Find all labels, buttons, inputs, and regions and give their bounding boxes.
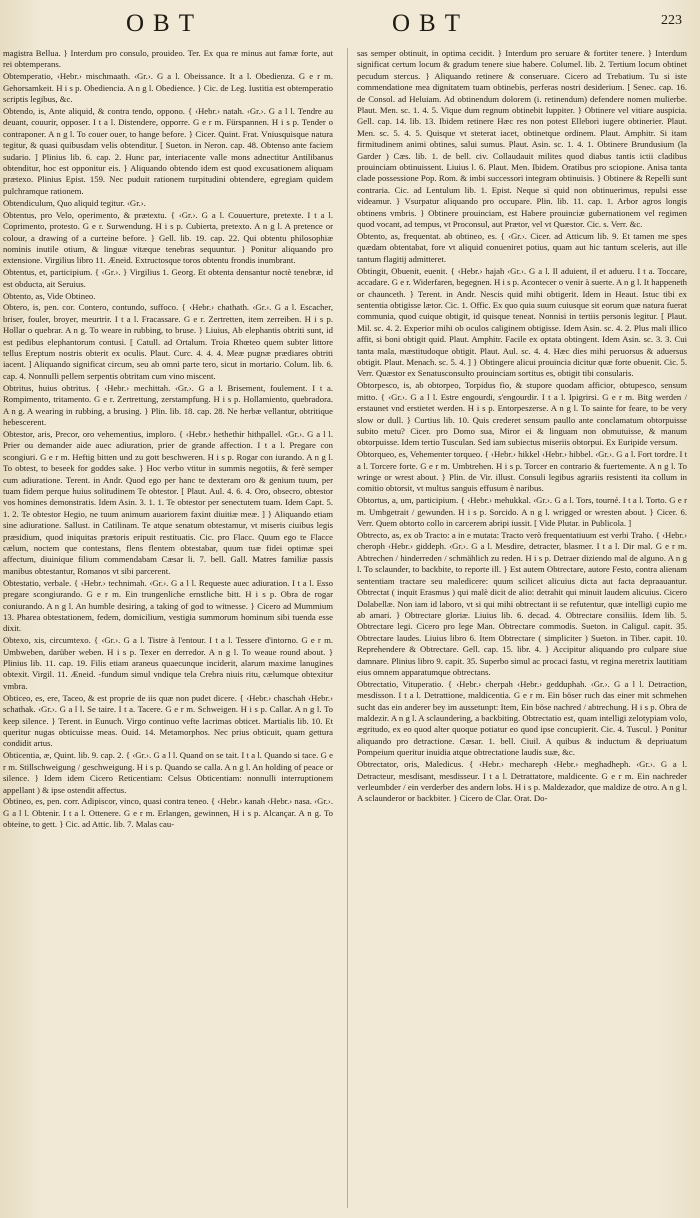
page-number: 223 <box>661 13 682 28</box>
dictionary-entry: Obtingit, Obuenit, euenit. { ‹Hebr.› hajah ‹Gr.›. G a l. Il aduient, il et adueru. I t a. Toccare, accadare. G e r. Widerfaren, begegnen. H i s p. Acontecer o venir à suerte. A n g l. It happeneth or chaunceth. } Terent. in Andr. Nescis quid mihi obtigerit. Idem in Heaut. Istuc tibi ex sententia obtigisse lætor. Cic. 1. Offic. Ex quo quia suum cuiusque sit eorum quæ natura fuerat communia, quod cuique obtigit, id quisque teneat. Nonnisi in tertiis personis legitur. [ Plaut. Mil. sc. 4. 2. Experior mihi ob oculos caliginem obtigisse. Idem Asin. sc. 4. 2. Plus mali illico affit, si boni obtigit quid. Plaut. Amphitr. Facile ex optata obtingent. Idem Asin. sc. 3. 3. Cui tanta mala, mæstitudoque obtigit. Plaut. Aul. sc. 4. 4. Hæc dies mihi peruorsus & aduersus obtigit. Plaut. Menach. sc. 5. 4. ] } Obtingere alicui prouincia dicitur quæ forte obuenit. Cic. 5. Verr. Quæstor ex Senatusconsulto prouinciam sortitus es, obtigit tibi consularis. <box>357 265 687 379</box>
dictionary-entry: sas semper obtinuit, in optima cecidit. } Interdum pro seruare & fortiter tenere. } Interdum significat certum locum & gradum tenere siue habere. Columel. lib. 2. Tertium locum obtinet pecudum stercus. } Aliquando retinere & conseruare. Cicero ad Trebatium. Tu si iste commendatione mea dignitatem tuam obtinebis, perferas nostri desiderium. [ Senec. cap. 16. de Consol. ad Heluiam. Ad obtinendum dolorem (i. retinendum) defendere nomen mulierbe. Plaut. Men. sc. 1. 4. 5. Vique dum regnum obtinebit Iuppiter. } Obtinere vel vitiare auspicia. Gell. cap. 14. lib. 13. Ibidem retinere Hæc res non potest Ellebori iugere obtinerier. Plaut. Men. sc. 5. 4. 5. Quisque vt steterat iacet, obtinetque ordinem. Plaut. Amphitr. Si itam firmitudinem animi obtines, salui sumus. Plaut. Asin. sc. 1. 4. 1. Obtinere Brundusium (la Garder ) Cæs. lib. 1. de bell. civ. Collaudauit milites quod diabus tantis ictii cladibus prouinciam obtinuissent. Liuius l. 6. Plaut. Men. Ibidem. Oratibus pro sciopione. Anisa tanta clade possessione Pop. Rom. & imbi successori integram obtinuisis. } Obtinere & Repelli sunt contraria. Cic. ad Lentulum lib. 1. Epist. Neque si quid non obtinuerimus, repulsi esse videamur. } Vsurpatur aliquando pro occupare. Plin. lib. 11. cap. 1. Arbor agros longis obtinens vmbris. } Obtinere prouinciam, est Habere prouinciæ gubernationem vel regimen quod vocant, ad tempus, vt Proconsul, aut Prætor, vel vt Quæstor. Cic. s. Verr. &c. <box>357 48 687 230</box>
dictionary-entry: Obtemperatio, ‹Hebr.› mischmaath. ‹Gr.›. G a l. Obeissance. It a l. Obedienza. G e r m. Gehorsamkeit. H i s p. Obediencia. A n g l. Obedience. } Cic. de Leg. Iustitia est obtemperatio scriptis legibus, &c. <box>3 71 333 105</box>
dictionary-entry: Obtritus, huius obtritus. { ‹Hebr.› mechittah. ‹Gr.›. G a l. Brisement, foulement. I t a. Rompimento, tritamento. G e r. Zertrettung, zerstampfung. H i s p. Hollamiento, quebradora. A n g. A wearing in rubbing, a brusing. } Plin. lib. 18. cap. 28. Ne herbæ vellantur, obtritique hebescerent. <box>3 382 333 427</box>
dictionary-entry: Obtineo, es, pen. corr. Adipiscor, vinco, quasi contra teneo. { ‹Hebr.› kanah ‹Hebr.› nasa. ‹Gr.›. G a l l. Obtenir. I t a l. Ottenere. G e r m. Erlangen, gewinnen, H i s p. Alcançar. A n g. To obteine, to gett. } Cic. ad Attic. lib. 7. Malas cau- <box>3 796 333 830</box>
dictionary-entry: Obtrecto, as, ex ob Tracto: a in e mutata: Tracto verò frequentatiuum est verbi Traho. { ‹Hebr.› cheroph ‹Hebr.› giddeph. ‹Gr.›. G a l. Mesdire, detracter, blasmer. I t a l. Dir mal. G e r m. Abtrechen / hinderreden / schmählich zu reden. H i s p. Detraer diziendo mal de alguno. A n g l. To sclaunder, to backbite, to reporte ill. } Est autem Obtrectare, autore Festo, contra alienam sententiam tractare seu maledicere: quum scilicet alicuius dicta aut facta depraauantur. Obtrectat ( inquit Erasmus ) qui malè dicit de alio: detrahit qui minuit laudem alicuius. Cicero Dolabellæ. Non iam id laboro, vt si qui mihi obtrectant ii se refutentur, quæ intelligi cupio me ab amari. } Obtrectare gloriæ. Liuius lib. 6. decad. 4. Obtrectare consiliis. Idem lib. 5. Obtrectare legi. Cicero pro lege Man. Obtrectare commodis. Sueton. in Caligul. capit. 35. Obtrectare laudes. Liuius libro 6. Item Obtrectare ( simpliciter ) Sueton. in Tiber. capit. 10. Reprehendere & Obtrectare. Gell. cap. 15. libr. 4. } Accipitur aliquando pro culpare siue damnare. Plinius libro 9. capit. 35. Superbo simul ac procaci fastu, vt regina meretrix lautitiam eius omnem apparatumque obtrectans. <box>357 530 687 677</box>
dictionary-entry: Obtentus, pro Velo, operimento, & prætextu. { ‹Gr.›. G a l. Couuerture, pretexte. I t a l. Coprimento, protesto. G e r. Surwendung. H i s p. Cubierta, pretexto. A n g l. A pretence or colour, a drawing of a curteine before. } Gell. lib. 19. cap. 22. Qui obtentu philosophiæ nominis inutile otium, & linguæ vitæque tenebras sequuntur. } Ponitur aliquando pro extensione. Virgilius libro 11. Æneid. Extructosque toros obtentu frondis inumbrant. <box>3 209 333 266</box>
dictionary-entry: Obtorqueo, es, Vehementer torqueo. { ‹Hebr.› hikkel ‹Hebr.› hibbel. ‹Gr.›. G a l. Fort tordre. I t a l. Torcere forte. G e r m. Umbtrehen. H i s p. Torcer en contrario & fuertemente. A n g l. To wringe or wrest about. } Plin. de Vir. illust. Consuli legibus agrariis resistenti ita collum in comitio obtorsit, vt multus sanguis effusum è naribus. <box>357 449 687 494</box>
dictionary-entry: Obtestor, aris, Precor, oro vehementius, imploro. { ‹Hebr.› hethethir hithpallel. ‹Gr.›. G a l l. Prier ou demander aide auec adiuration, prier de grande affection. I t a l. Pregare con scongiuri. G e r m. Heftig bitten und zu gott beschweren. H i s p. Rogar con iurando. A n g l. To obtest, to beseek for goddes sake. } Hoc verbo vtitur in summis negotiis, & ferè semper cum adiuratione. Terent. in Andr. Quod ego per hanc te dexteram oro & genium tuum, per tuam fidem perque huius solitudinem Te obtestor. [ Plaut. Aul. 4. 6. 4. Oro, obsecro, obtestor vos homines demonstratis. Idem Asin. 3. 1. 1. Te obtestor per senectutem tuam. Idem Capt. 5. 1. 2. Te obtestor Hegio, ne tuum animum auariorem faxint diuitiæ meæ. ] } Aliquando etiam sine adiuratione. Sallust. in Catilinam. Te atque senatum obtestamur, vt miseris ciuibus legis præsidium, quod iniquitas prætoris eripuit restituatis. Cic. pro Flacc. Quum ego te Flacce cælum, noctem que contestans, flens flentem obtestabar, quum tuæ fidei optimæ spei affectum, diuinique filium commendabam Cæsar li. 7. bell. Gall. Matres familiæ passis manibus obtestantur, Romanos vt sibi parcerent. <box>3 428 333 576</box>
left-column <box>3 48 333 1210</box>
dictionary-entry: Obtorpesco, is, ab obtorpeo, Torpidus fio, & stupore quodam afficior, obtupesco, sensum mitto. { ‹Gr.›. G a l l. Estre engourdi, s'engourdir. I t a l. Ipigrirsi. G e r m. Bitg werden / erstaunet vnd erstietet werden. H i s p. Entorpeszerse. A n g l. To sainte for feare, to be very slow or dull. } Curtius lib. 10. Quis crederet sensum paullo ante conclamatum obtorpuisse subito metu? Cicer. pro Domo sua, Miror ei & linguam non obmutuisse, & manum obtorpuisse. Idem tertio Tusculan. Sed iam subiectus miseriis obtorpui. Ex Euripide versum. <box>357 380 687 448</box>
dictionary-entry: Obtero, is, pen. cor. Contero, contundo, suffoco. { ‹Hebr.› chathath. ‹Gr.›. G a l. Escacher, briser, fouler, broyer, meurtrir. I t a l. Fracassare. G e r. Zertretten, item zerreiben. H i s p. Hollar o quebrar. A n g. To weare in rubbing, to bruse. } Liuius, Ab elephantis obtriti sunt, id est pedibus elephantorum contusi. [ Catull. ad Ortalum. Troia Rhœteo quem subter littore tellus Ereptum nostris obterit ex oculis. Plaut. Curc. 4. 4. 4. Meæ pugnæ prædiares obtriti iacent. ] Aliquando significat circum, seu ab omni parte tero, sicut in mortario. Colum. lib. 6. cap. 4. Nonnulli pellem serpentis obtritam cum vino miscent. <box>3 302 333 381</box>
dictionary-entry: Obticentia, æ, Quint. lib. 9. cap. 2. { ‹Gr.›. G a l l. Quand on se tait. I t a l. Quando si tace. G e r m. Stillschweigung / geschweigung. H i s p. Quando se calla. A n g l. An holding of peace or silence. } Idem idem Cicero Reticentiam: Celsus Obticentiam: nonnulli interruptionem appellant ) & ipse ostendit affectus. <box>3 750 333 795</box>
running-head-right: OBT <box>392 10 469 37</box>
column-divider <box>347 48 348 1208</box>
dictionary-entry: Obtendiculum, Quo aliquid tegitur. ‹Gr.›. <box>3 197 146 208</box>
dictionary-entry: Obtrectator, oris, Maledicus. { ‹Hebr.› mechareph ‹Hebr.› meghadheph. ‹Gr.›. G a l. Detracteur, mesdisant, mesdisseur. I t a l. Detrattatore, maldicente. G e r m. Ein nachreder verleumbder / ein verderber des andern lobs. H i s p. Maldezador, que maldize de otro. A n g l. A sclaunderor or backbiter. } Cicero de Clar. Orat. Do- <box>357 759 687 804</box>
running-head-left: OBT <box>126 10 203 37</box>
right-column <box>357 48 687 1210</box>
dictionary-entry: Obtento, as, Vide Obtineo. <box>3 290 96 301</box>
dictionary-entry: Obtestatio, verbale. { ‹Hebr.› technimah. ‹Gr.›. G a l l. Requeste auec adiuration. I t a l. Esso pregare scongiurando. G e r m. Ein trungenliche ernstliche bitt. H i s p. Obra de rogar coniurando. A n g l. An humble desiring, a taking of god to witnesse. } Cicero ad Mummium 13. Pharea obtestationem, fedem, domicilium, vestigia summorum hominum sibi tuenda esse dixit. <box>3 577 333 634</box>
dictionary-entry: Obtento, as, frequentat. ab obtineo, es. { ‹Gr.›. Cicer. ad Atticum lib. 9. Et tamen me spes quædam obtentabat, fore vt aliquid conueniret potius, quam aut hic tantum sceleris, aut ille tantum flagitij admitteret. <box>357 231 687 264</box>
dictionary-entry: Obticeo, es, ere, Taceo, & est proprie de iis quæ non pudet dicere. { ‹Hebr.› chaschah ‹Hebr.› schathak. ‹Gr.›. G a l l. Se taire. I t a. Tacere. G e r m. Schweigen. H i s p. Callar. A n g l. To keep silence. } Terent. in Eunuch. Virgo continuo vefte lacrimas obticet. Martialis lib. 10. Et queritur nugas obticuisse meas. Ouid. 14. Metamorphos. Nec prius obticuit, quam gettura condidit artus. <box>3 692 333 749</box>
dictionary-entry: Obtendo, is, Ante aliquid, & contra tendo, oppono. { ‹Hebr.› natah. ‹Gr.›. G a l l. Tendre au deuant, couurir, opposer. I t a l. Distendere, opporre. G e r m. Fürspannen. H i s p. Tender o contraponer. A n g l. To couer ouer, to hange before. } Cicer. Quint. Frat. Vniusquisque natura tegitur, & quasi quibusdam velis obtenditur. [ Sueton. in Neron. cap. 48. Obtenso ante faciem sudario. ] Plinius lib. 6. cap. 2. Hunc par, interiacente valle mons adnectitur Antilibanus obtenditur, hoc est opponitur eis. } Aliquando obtendo idem est quod excusationem aliquam prætexo. Plinius Epist. 159. Nec puduit rationem turpitudini obtendere, egregiam quidem pulchramque rationem. <box>3 106 333 196</box>
dictionary-entry: Obtortus, a, um, participium. { ‹Hebr.› mehukkal. ‹Gr.›. G a l. Tors, tourné. I t a l. Torto. G e r m. Umbgetrait / gewunden. H i s p. Sorcido. A n g l. wrigged or wresten about. } Cicer. 6. Verr. Quem obtorto collo in carcerem abripi iussit. [ Vide Plutar. in Publicola. ] <box>357 495 687 529</box>
dictionary-entry: Obtrectatio, Vituperatio. { ‹Hebr.› cherpah ‹Hebr.› gedduphah. ‹Gr.›. G a l l. Detraction, mesdisson. I t a l. Detrattione, maldicentia. G e r m. Ein böser ruch das einer mit schmehen sucht das ein anderer bey im aussetunpt: Item, Ein böse nachred / abtrechung. H i s p. Obra de maldezir. A n g l. A sclaundering, a backbiting. Obtrectatio est, quam intelligi zelotypiam volo, ægritudo, ex eo quod alter quoque potiatur eo quod ipse concupierit. Cic. 4. Tuscul. } Ponitur aliquando pro detractione. Cæsar. 1. bell. Ciuil. A quibus & inductum & depriuatum Pompeium queritur inuidia atque obtrectatione laudis suæ, &c. <box>357 678 687 758</box>
dictionary-entry: magistra Bellua. } Interdum pro consulo, prouideo. Ter. Ex qua re minus aut famæ forte, aut rei obtemperans. <box>3 48 333 70</box>
dictionary-entry: Obtentus, et, participium. { ‹Gr.›. } Virgilius 1. Georg. Et obtenta densantur noctè tenebræ, id est obducta, ait Seruius. <box>3 267 333 289</box>
page-header <box>0 0 700 46</box>
dictionary-entry: Obtexo, xis, circumtexo. { ‹Gr.›. G a l. Tistre à l'entour. I t a l. Tessere d'intorno. G e r m. Umbweben, darüber weben. H i s p. Texer en derredor. A n g l. To weaue round about. } Plinius lib. 11. cap. 19. Filis etiam araneus quaecunque inciderit, alarum maxime lanugines obtexit. Virgil. 11. Æneid. -fundum simul vndique tela Crebra niuis ritu, cælumque obtexitur vmbra. <box>3 635 333 691</box>
